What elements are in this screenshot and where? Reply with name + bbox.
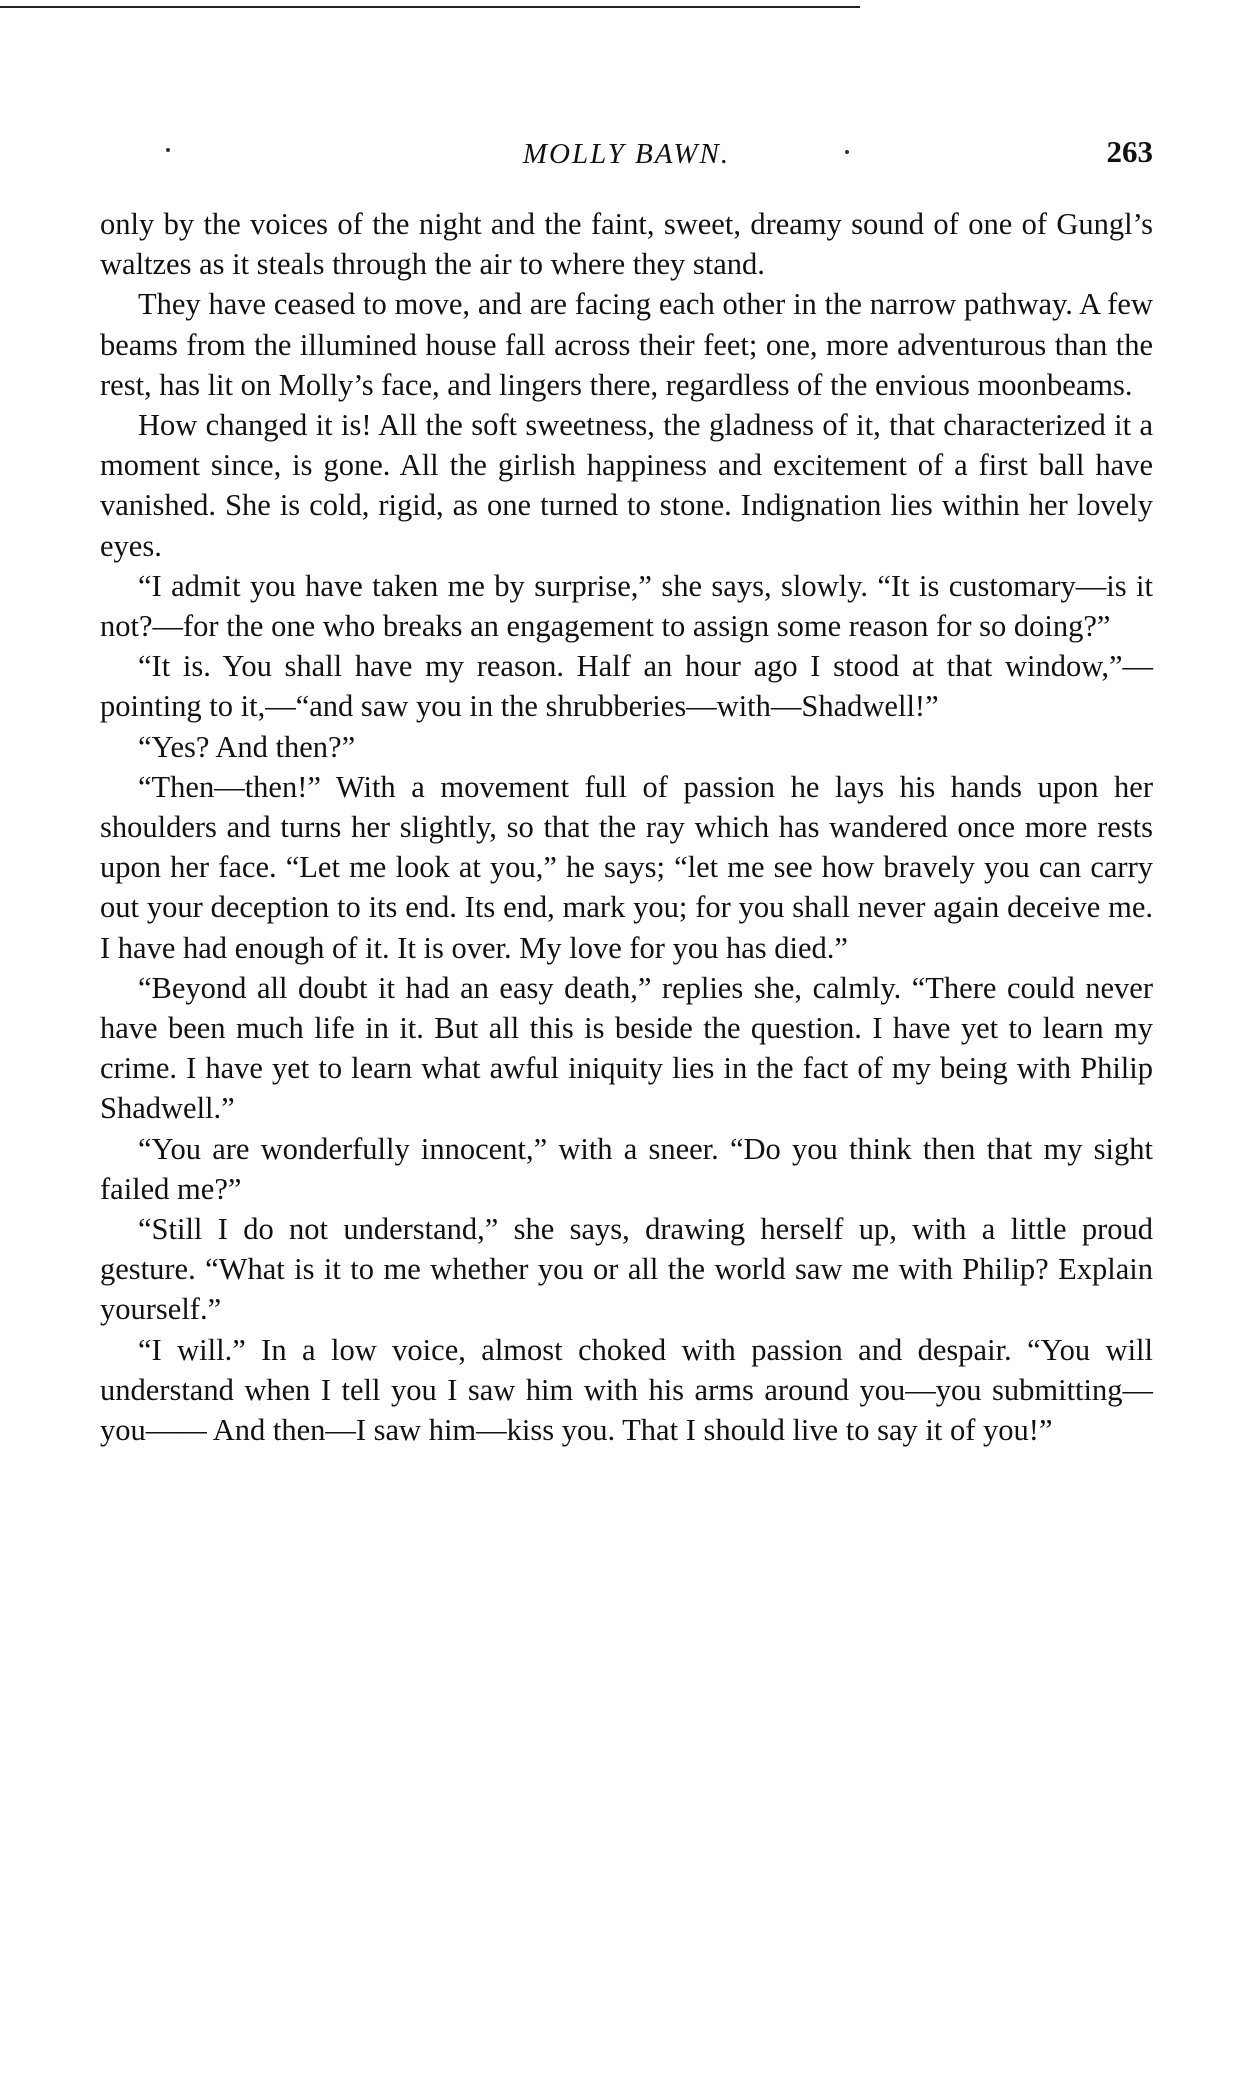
paragraph: How changed it is! All the soft sweetness, the gladness of it, that characterized it a moment since, is gone. All the girlish happiness and excitement of a first ball have vanished. She is cold, rigid, as one turned to stone. Indignation lies within her lovely eyes.	[100, 408, 1153, 563]
paragraph: “I admit you have taken me by surprise,” she says, slowly. “It is customary—is it not?—for the one who breaks an engagement to assign some reason for so doing?”	[100, 568, 1153, 644]
top-rule	[0, 6, 860, 8]
paragraph: “It is. You shall have my reason. Half an hour ago I stood at that window,”—pointing to it,—“and saw you in the shrubberies—with—Shadwell!”	[100, 649, 1153, 724]
book-page	[100, 130, 1153, 1450]
paragraph: They have ceased to move, and are facing each other in the narrow pathway. A few beams from the illumined house fall across their feet; one, more adventurous than the rest, has lit on Molly’s face, and lingers there, regardless of the envious moonbeams.	[100, 287, 1153, 402]
running-title: MOLLY BAWN.	[522, 138, 731, 170]
paragraph: only by the voices of the night and the faint, sweet, dreamy sound of one of Gungl’s waltzes as it steals through the air to where they stand.	[100, 207, 1153, 282]
paragraph: “Still I do not understand,” she says, drawing herself up, with a little proud gesture. “What is it to me whether you or all the world saw me with Philip? Explain yourself.”	[100, 1212, 1153, 1327]
text-body	[100, 204, 1153, 1450]
paragraph: “You are wonderfully innocent,” with a sneer. “Do you think then that my sight failed me?”	[100, 1131, 1153, 1206]
paragraph: “Then—then!” With a movement full of passion he lays his hands upon her shoulders and turns her slightly, so that the ray which has wandered once more rests upon her face. “Let me look at you,” he says; “let me see how bravely you can carry out your deception to its end. Its end, mark you; for you shall never again deceive me. I have had enough of it. It is over. My love for you has died.”	[100, 769, 1153, 965]
paragraph: “I will.” In a low voice, almost choked with passion and despair. “You will understand when I tell you I saw him with his arms around you—you submitting—you—— And then—I saw him—kiss you. That I should live to say it of you!”	[100, 1332, 1153, 1448]
page-number: 263	[1106, 134, 1153, 169]
paragraph: “Yes? And then?”	[138, 729, 356, 764]
paragraph: “Beyond all doubt it had an easy death,” replies she, calmly. “There could never have been much life in it. But all this is beside the question. I have yet to learn my crime. I have yet to learn what awful iniquity lies in the fact of my being with Philip Shadwell.”	[100, 970, 1153, 1126]
running-head	[100, 130, 1153, 190]
